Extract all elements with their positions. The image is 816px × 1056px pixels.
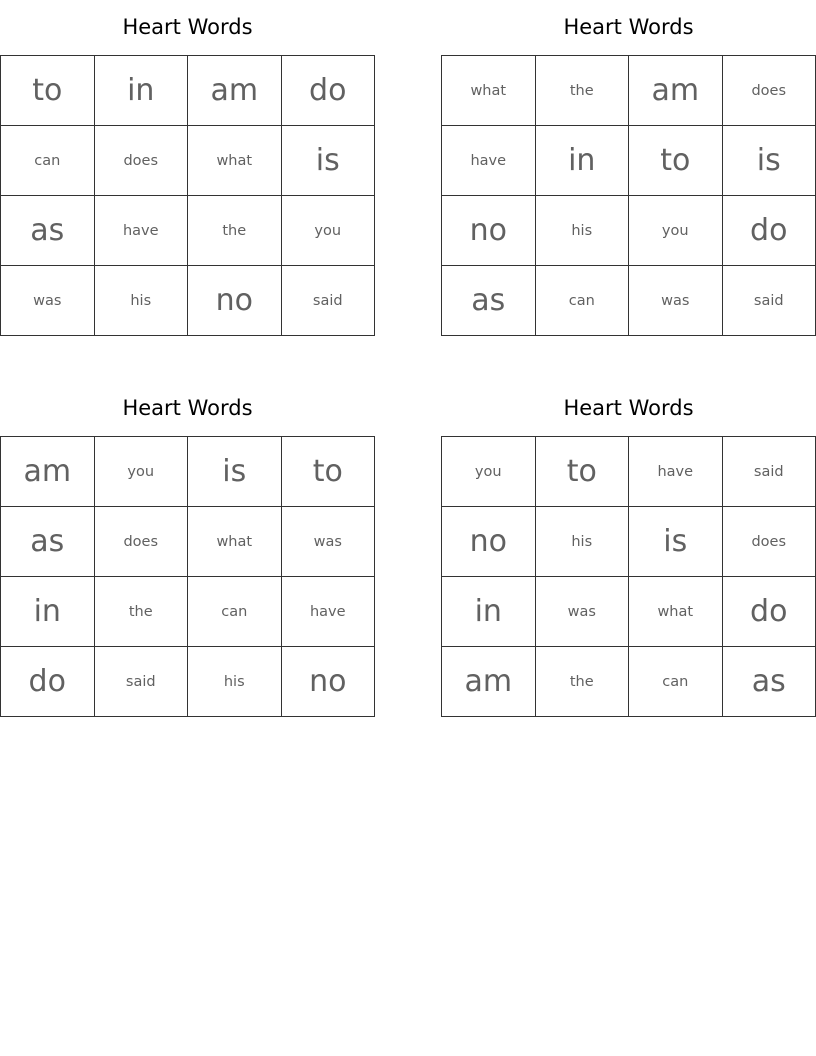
- word-cell: what: [629, 577, 723, 647]
- word-cell: do: [281, 56, 375, 126]
- word-cell: can: [188, 577, 282, 647]
- word-cell: have: [442, 126, 536, 196]
- word-cell: is: [188, 437, 282, 507]
- word-cell: in: [1, 577, 95, 647]
- word-cell: in: [535, 126, 629, 196]
- word-cell: you: [281, 196, 375, 266]
- word-cell: in: [442, 577, 536, 647]
- grid-row: [1, 196, 375, 266]
- word-cell: am: [629, 56, 723, 126]
- card-title: Heart Words: [563, 15, 694, 39]
- word-cell: do: [722, 196, 816, 266]
- grid-row: [442, 56, 816, 126]
- word-cell: to: [535, 437, 629, 507]
- word-cell: was: [629, 266, 723, 336]
- word-cell: have: [281, 577, 375, 647]
- grid-row: [1, 56, 375, 126]
- word-cell: in: [94, 56, 188, 126]
- word-cell: as: [1, 196, 95, 266]
- word-cell: to: [1, 56, 95, 126]
- word-cell: what: [188, 507, 282, 577]
- word-cell: the: [94, 577, 188, 647]
- word-cell: the: [535, 647, 629, 717]
- grid-row: [442, 266, 816, 336]
- word-grid: [441, 55, 816, 336]
- word-grid: [0, 436, 375, 717]
- word-cell: his: [535, 507, 629, 577]
- word-cell: do: [722, 577, 816, 647]
- word-cell: am: [1, 437, 95, 507]
- word-cell: can: [629, 647, 723, 717]
- word-cell: the: [535, 56, 629, 126]
- word-cell: do: [1, 647, 95, 717]
- word-cell: what: [188, 126, 282, 196]
- word-cell: is: [722, 126, 816, 196]
- word-cell: said: [722, 266, 816, 336]
- word-cell: can: [1, 126, 95, 196]
- word-cell: no: [442, 196, 536, 266]
- word-cell: am: [442, 647, 536, 717]
- word-cell: was: [535, 577, 629, 647]
- word-cell: his: [188, 647, 282, 717]
- grid-row: [1, 577, 375, 647]
- word-cell: no: [281, 647, 375, 717]
- word-cell: you: [442, 437, 536, 507]
- word-grid: [0, 55, 375, 336]
- word-cell: no: [188, 266, 282, 336]
- word-cell: is: [281, 126, 375, 196]
- word-cell: does: [722, 507, 816, 577]
- word-cell: as: [1, 507, 95, 577]
- word-cell: as: [442, 266, 536, 336]
- grid-row: [442, 647, 816, 717]
- word-cell: is: [629, 507, 723, 577]
- grid-row: [1, 507, 375, 577]
- word-cell: you: [94, 437, 188, 507]
- word-cell: does: [722, 56, 816, 126]
- word-cell: his: [535, 196, 629, 266]
- grid-row: [442, 196, 816, 266]
- word-cell: you: [629, 196, 723, 266]
- word-cell: does: [94, 507, 188, 577]
- word-cell: was: [1, 266, 95, 336]
- grid-row: [1, 126, 375, 196]
- word-cell: to: [629, 126, 723, 196]
- word-cell: have: [629, 437, 723, 507]
- grid-row: [1, 266, 375, 336]
- grid-row: [442, 507, 816, 577]
- grid-row: [1, 647, 375, 717]
- card-title: Heart Words: [122, 15, 253, 39]
- word-cell: was: [281, 507, 375, 577]
- word-cell: does: [94, 126, 188, 196]
- word-cell: said: [281, 266, 375, 336]
- grid-row: [442, 577, 816, 647]
- word-cell: am: [188, 56, 282, 126]
- word-cell: to: [281, 437, 375, 507]
- word-cell: said: [722, 437, 816, 507]
- word-grid: [441, 436, 816, 717]
- word-cell: as: [722, 647, 816, 717]
- word-cell: what: [442, 56, 536, 126]
- word-cell: the: [188, 196, 282, 266]
- card-title: Heart Words: [563, 396, 694, 420]
- word-cell: have: [94, 196, 188, 266]
- word-cell: said: [94, 647, 188, 717]
- grid-row: [442, 437, 816, 507]
- word-cell: can: [535, 266, 629, 336]
- word-cell: his: [94, 266, 188, 336]
- word-cell: no: [442, 507, 536, 577]
- grid-row: [442, 126, 816, 196]
- card-title: Heart Words: [122, 396, 253, 420]
- grid-row: [1, 437, 375, 507]
